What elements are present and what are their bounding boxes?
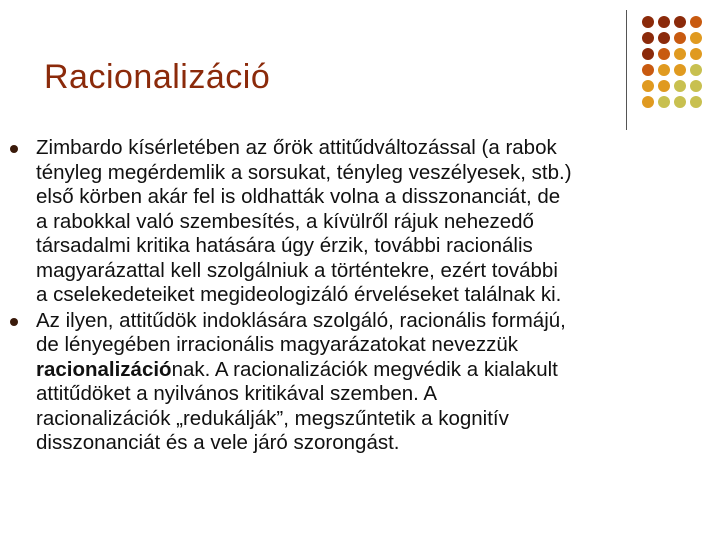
slide-title: Racionalizáció <box>44 58 271 96</box>
bullet-text-line: Az ilyen, attitűdök indoklására szolgáló, racionális formájú, <box>36 308 566 332</box>
decorative-dot <box>674 80 686 92</box>
bullet-text-line: tényleg megérdemlik a sorsukat, tényleg veszélyesek, stb.) <box>36 160 572 184</box>
highlighted-term: racionalizáció <box>36 357 172 381</box>
bullet-text-line: attitűdöket a nyilvános kritikával szemben. A <box>36 382 438 405</box>
decorative-dot <box>658 64 670 76</box>
bullet-text-line: disszonanciát és a vele járó szorongást. <box>36 431 400 454</box>
bullet-text-line: Zimbardo kísérletében az őrök attitűdváltozással (a rabok <box>36 136 557 159</box>
bullet-text-line: első körben akár fel is oldhatták volna a disszonanciát, de <box>36 185 561 208</box>
bullet-dot-icon <box>10 318 18 326</box>
bullet-list <box>10 136 715 457</box>
decorative-dot <box>690 96 702 108</box>
bullet-text-line: társadalmi kritika hatására úgy érzik, további racionális <box>36 234 533 257</box>
decorative-dot <box>674 48 686 60</box>
decorative-dot <box>658 80 670 92</box>
decorative-dot <box>658 32 670 44</box>
bullet-dot-icon <box>10 145 18 153</box>
bullet-text-line: a cselekedeteiket megideologizáló érveléseket találnak ki. <box>36 283 562 306</box>
decorative-dot <box>658 96 670 108</box>
bullet-text-line <box>36 358 715 383</box>
bullet-text-fragment: nak. A racionalizációk megvédik a kialakult <box>171 357 558 381</box>
decorative-dot <box>642 80 654 92</box>
decorative-dot <box>674 32 686 44</box>
dot-grid-graphic <box>640 14 706 110</box>
decorative-dot <box>690 80 702 92</box>
decorative-dot <box>674 16 686 28</box>
bullet-item-zimbardo <box>10 136 715 308</box>
bullet-item-racionalizacio <box>10 309 715 456</box>
decorative-dot <box>658 48 670 60</box>
bullet-text-line: a rabokkal való szembesítés, a kívülről rájuk nehezedő <box>36 209 534 233</box>
decorative-dot <box>690 64 702 76</box>
bullet-text-line: magyarázattal kell szolgálniuk a történtekre, ezért további <box>36 258 558 282</box>
decorative-dot <box>674 64 686 76</box>
decorative-dot <box>690 32 702 44</box>
decorative-dot <box>642 32 654 44</box>
decorative-dot <box>642 48 654 60</box>
decorative-dot <box>690 16 702 28</box>
bullet-text-line: racionalizációk „redukálják”, megszűntetik a kognitív <box>36 406 509 430</box>
decorative-dot <box>642 96 654 108</box>
decorative-dot <box>674 96 686 108</box>
decorative-dot <box>690 48 702 60</box>
decorative-dot-grid <box>640 14 706 110</box>
bullet-text-line: de lényegében irracionális magyarázatokat nevezzük <box>36 333 519 356</box>
decorative-divider <box>626 10 627 130</box>
decorative-dot <box>642 16 654 28</box>
decorative-dot <box>642 64 654 76</box>
decorative-dot <box>658 16 670 28</box>
